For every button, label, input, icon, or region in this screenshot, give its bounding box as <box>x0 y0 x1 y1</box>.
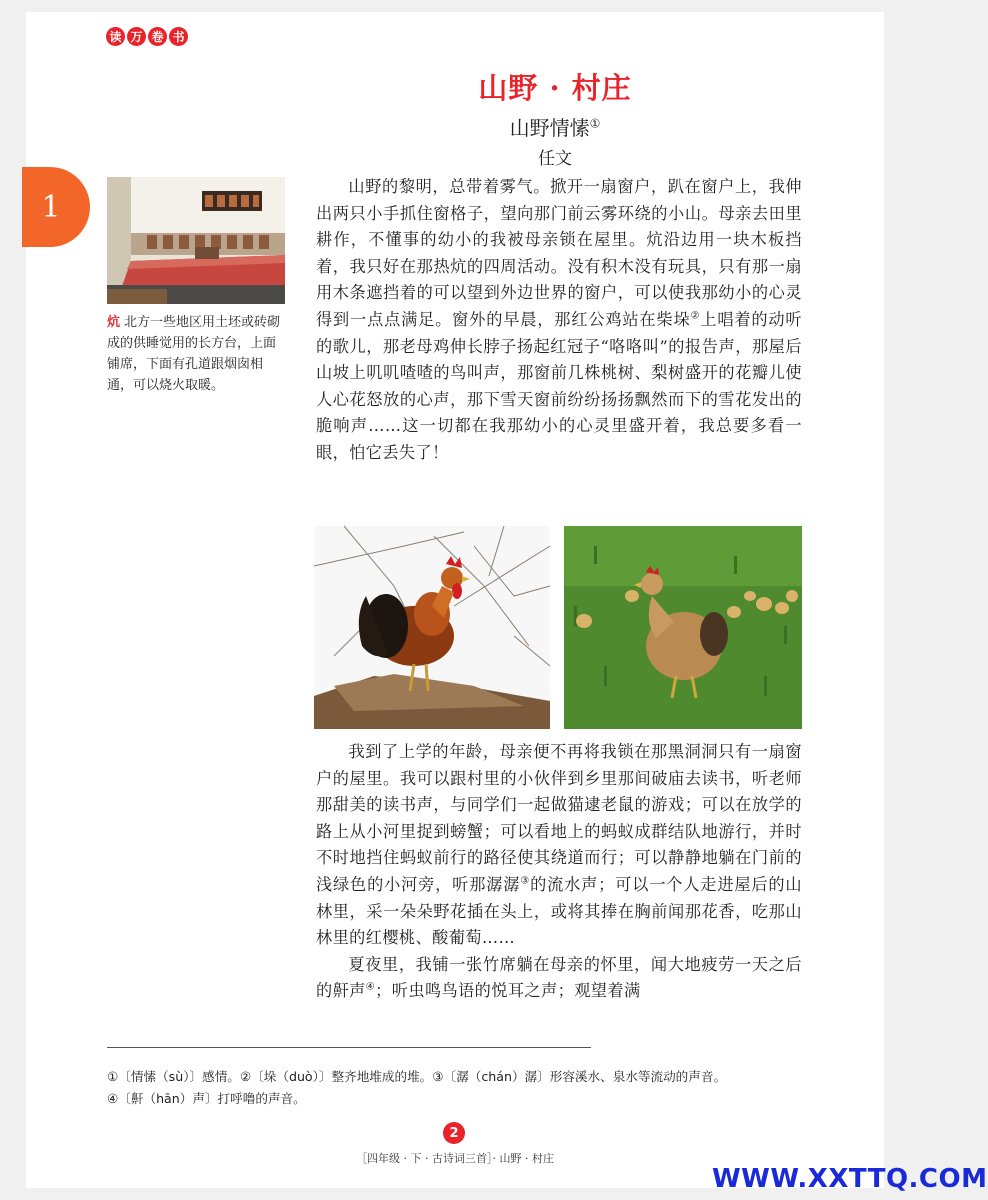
rooster-photo <box>314 526 550 729</box>
note-definition: 北方一些地区用土坯或砖砌成的供睡觉用的长方台，上面铺席，下面有孔道跟烟囱相通，可以烧火取暖。 <box>107 315 281 393</box>
running-footer: ［四年级 · 下 · 古诗词三首］· 山野 · 村庄 <box>356 1152 554 1165</box>
sidebar-note <box>107 312 287 396</box>
paragraph-text: ；听虫鸣鸟语的悦耳之声；观望着满 <box>375 981 641 1001</box>
article-body-part-1 <box>316 174 802 467</box>
paragraph-text: 的流水声；可以一个人走进屋后的山林里，采一朵朵野花插在头上，或将其捧在胸前闻那花香，吃那山林里的红樱桃、酸葡萄…… <box>316 874 802 948</box>
series-char: 万 <box>127 27 146 46</box>
hen-photo <box>564 526 802 729</box>
series-char: 读 <box>106 27 125 46</box>
footnote-line: ①〔情愫（sù）〕感情。②〔垛（duò）〕整齐地堆成的堆。③〔潺（chán）潺〕形容溪水、泉水等流动的声音。 <box>107 1069 727 1084</box>
paragraph <box>316 952 802 1005</box>
paragraph-text: 上唱着的动听的歌儿，那老母鸡伸长脖子扬起红冠子“咯咯叫”的报告声，那屋后山坡上叽叽喳喳的鸟叫声，那窗前几株桃树、梨树盛开的花瓣儿使人心花怒放的心声，那下雪天窗前纷纷扬扬飘然而下的雪花发出的脆响声……这一切都在我那幼小的心灵里盛开着，我总要多看一眼，怕它丢失了！ <box>316 309 802 462</box>
series-char: 卷 <box>148 27 167 46</box>
note-term: 炕 <box>107 315 121 330</box>
footnote-divider <box>107 1047 591 1048</box>
paragraph-text: 山野的黎明，总带着雾气。掀开一扇窗户，趴在窗户上，我伸出两只小手抓住窗格子，望向那门前云雾环绕的小山。母亲去田里耕作，不懂事的幼小的我被母亲锁在屋里。炕沿边用一块木板挡着，我只好在那热炕的四周活动。没有积木没有玩具，只有那一扇用木条遮挡着的可以望到外边世界的窗户，可以使我那幼小的心灵得到一点点满足。窗外的早晨，那红公鸡站在柴垛 <box>316 177 802 329</box>
footnote-ref: ② <box>690 310 701 322</box>
chapter-tab: 1 <box>22 167 90 247</box>
paragraph <box>316 174 802 467</box>
footnote-ref: ① <box>589 116 601 131</box>
paragraph <box>316 739 802 952</box>
footnote-line: ④〔鼾（hān）声〕打呼噜的声音。 <box>107 1091 306 1106</box>
footnotes <box>107 1066 807 1110</box>
article-title-text: 山野情愫 <box>509 116 590 140</box>
article-body-part-2 <box>316 739 802 1005</box>
footnote-ref: ④ <box>365 981 376 993</box>
paragraph-text: 夏夜里，我铺一张竹席躺在母亲的怀里，闻大地疲劳一天之后的鼾声 <box>316 954 802 1001</box>
article-title <box>480 112 630 141</box>
section-title: 山野 · 村庄 <box>478 71 632 105</box>
watermark: WWW.XXTTQ.COM <box>712 1164 988 1194</box>
footnote-ref: ③ <box>520 875 531 887</box>
kang-photo <box>107 177 285 304</box>
page-number: 2 <box>443 1122 465 1144</box>
article-author: 任文 <box>538 149 572 169</box>
paragraph-text: 我到了上学的年龄，母亲便不再将我锁在那黑洞洞只有一扇窗户的屋里。我可以跟村里的小伙伴到乡里那间破庙去读书，听老师那甜美的读书声，与同学们一起做猫逮老鼠的游戏；可以在放学的路上从小河里捉到螃蟹；可以看地上的蚂蚁成群结队地游行，并时不时地挡住蚂蚁前行的路径使其绕道而行；可以静静地躺在门前的浅绿色的小河旁，听那潺潺 <box>316 742 802 894</box>
series-char: 书 <box>169 27 188 46</box>
series-badge <box>106 27 188 46</box>
